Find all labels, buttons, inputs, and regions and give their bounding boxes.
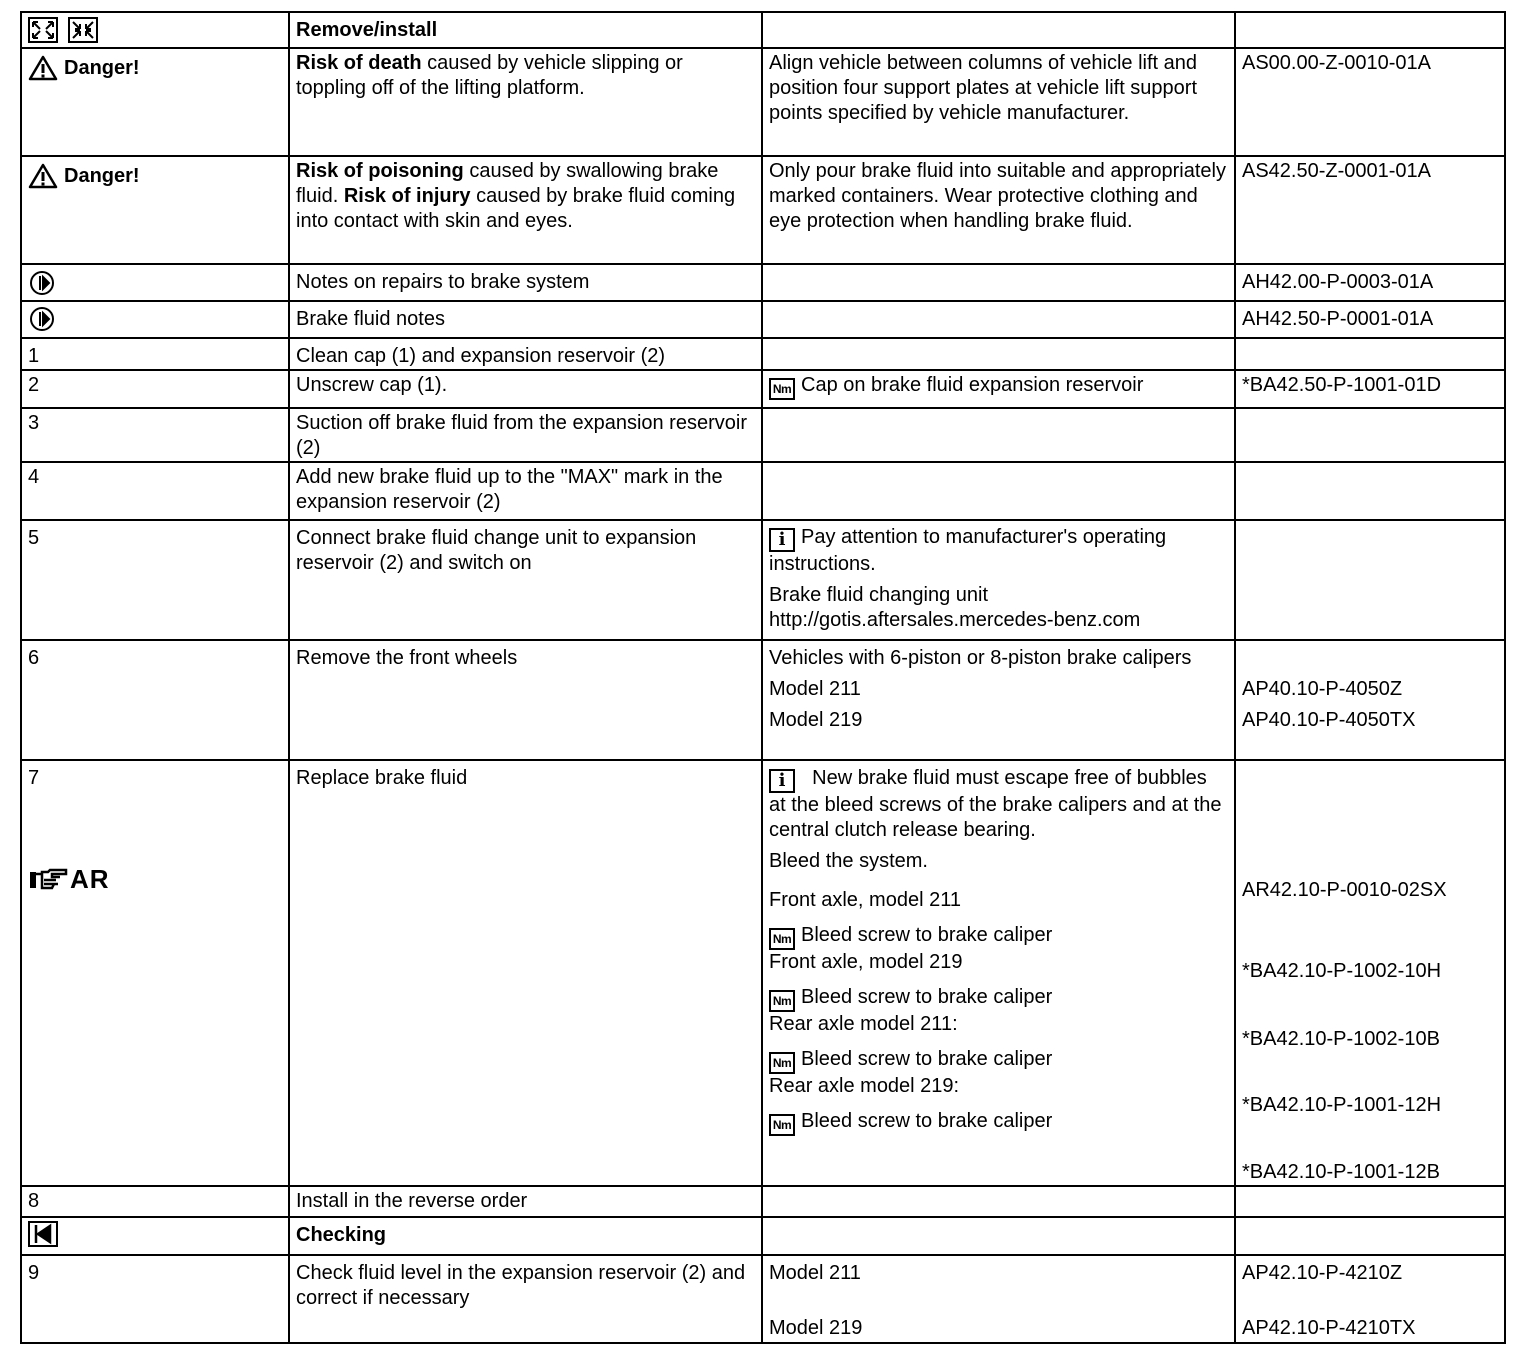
torque-note: Bleed screw to brake caliper [801, 986, 1053, 1008]
step-text: Add new brake fluid up to the "MAX" mark in the expansion reservoir (2) [289, 462, 762, 520]
step-text: Clean cap (1) and expansion reservoir (2) [289, 338, 762, 370]
step-number: 3 [21, 408, 289, 462]
risk-text: Risk of death caused by vehicle slipping or toppling off of the lifting platform. [289, 48, 762, 156]
step-text: Suction off brake fluid from the expansion reservoir (2) [289, 408, 762, 462]
torque-note: Cap on brake fluid expansion reservoir [801, 374, 1144, 396]
step-row [21, 1255, 1505, 1343]
danger-row [21, 48, 1505, 156]
note-arrow-icon [28, 306, 56, 332]
procedure-table [20, 11, 1506, 1344]
reference-link[interactable]: AH42.00-P-0003-01A [1235, 264, 1505, 301]
reference-link[interactable]: AP42.10-P-4210TX [1242, 1317, 1416, 1339]
step-text: Unscrew cap (1). [289, 370, 762, 408]
nm-torque-icon: Nm [769, 378, 795, 400]
checking-flag-icon [28, 1221, 58, 1247]
axle-label: Front axle, model 211 [769, 889, 961, 911]
reference-link[interactable]: *BA42.50-P-1001-01D [1235, 370, 1505, 408]
reference-link[interactable]: AS00.00-Z-0010-01A [1235, 48, 1505, 156]
step-text: Check fluid level in the expansion reservoir (2) and correct if necessary [289, 1255, 762, 1343]
model-label: Model 219 [769, 1317, 863, 1339]
reference-link[interactable]: AP40.10-P-4050Z [1242, 678, 1403, 700]
torque-note: Bleed screw to brake caliper [801, 1110, 1053, 1132]
reference-link[interactable]: AP42.10-P-4210Z [1242, 1262, 1403, 1284]
step-text: Install in the reverse order [289, 1186, 762, 1217]
reference-link[interactable]: AS42.50-Z-0001-01A [1235, 156, 1505, 264]
model-label: Model 211 [769, 1262, 861, 1284]
step-row [21, 338, 1505, 370]
danger-label: Danger! [28, 163, 282, 189]
collapse-icon [68, 17, 98, 43]
step-number: 8 [21, 1186, 289, 1217]
reference-link[interactable]: *BA42.10-P-1002-10H [1242, 960, 1442, 982]
note-arrow-icon [28, 270, 56, 296]
warning-triangle-icon [28, 55, 58, 81]
danger-row [21, 156, 1505, 264]
ar-marker: AR [28, 867, 110, 892]
unit-name: Brake fluid changing unit [769, 584, 989, 606]
nm-torque-icon: Nm [769, 928, 795, 950]
section-title: Checking [289, 1217, 762, 1255]
reference-link[interactable]: AP40.10-P-4050TX [1242, 709, 1416, 731]
risk-action: Only pour brake fluid into suitable and appropriately marked containers. Wear protective clothing and eye protection when handling brake fluid. [762, 156, 1235, 264]
info-icon: i [769, 769, 795, 793]
reference-link[interactable]: *BA42.10-P-1002-10B [1242, 1028, 1440, 1050]
nm-torque-icon: Nm [769, 990, 795, 1012]
step-number: 1 [21, 338, 289, 370]
condition-text: Vehicles with 6-piston or 8-piston brake calipers [769, 647, 1192, 669]
step-number: 7 [28, 767, 40, 789]
step-row [21, 760, 1505, 1186]
checking-row [21, 1217, 1505, 1255]
step-text: Connect brake fluid change unit to expansion reservoir (2) and switch on [289, 520, 762, 640]
axle-label: Front axle, model 219 [769, 951, 963, 973]
step-row [21, 408, 1505, 462]
warning-triangle-icon [28, 163, 58, 189]
step-row [21, 520, 1505, 640]
note-row [21, 264, 1505, 301]
risk-text: Risk of poisoning caused by swallowing brake fluid. Risk of injury caused by brake fluid coming into contact with skin and eyes. [289, 156, 762, 264]
header-icons-cell [21, 12, 289, 48]
step-number: 4 [21, 462, 289, 520]
step-row [21, 370, 1505, 408]
model-label: Model 219 [769, 709, 863, 731]
unit-url-link[interactable]: http://gotis.aftersales.mercedes-benz.com [769, 609, 1141, 631]
step-number: 5 [21, 520, 289, 640]
reference-link[interactable]: *BA42.10-P-1001-12B [1242, 1161, 1440, 1183]
torque-note: Bleed screw to brake caliper [801, 924, 1053, 946]
info-note: New brake fluid must escape free of bubbles at the bleed screws of the brake calipers and at the central clutch release bearing. [769, 767, 1222, 841]
step-text: Remove the front wheels [289, 640, 762, 760]
torque-note: Bleed screw to brake caliper [801, 1048, 1053, 1070]
danger-label: Danger! [28, 55, 282, 81]
reference-link[interactable]: *BA42.10-P-1001-12H [1242, 1094, 1442, 1116]
bleed-text: Bleed the system. [769, 850, 928, 872]
nm-torque-icon: Nm [769, 1052, 795, 1074]
info-note: Pay attention to manufacturer's operating instructions. [769, 526, 1167, 575]
expand-icon [28, 17, 58, 43]
step-row [21, 462, 1505, 520]
step-row [21, 640, 1505, 760]
note-text: Notes on repairs to brake system [289, 264, 762, 301]
reference-link[interactable]: AR42.10-P-0010-02SX [1242, 879, 1447, 901]
step-number: 9 [21, 1255, 289, 1343]
step-number: 6 [21, 640, 289, 760]
model-label: Model 211 [769, 678, 861, 700]
note-row [21, 301, 1505, 338]
step-number: 2 [21, 370, 289, 408]
page-title: Remove/install [289, 12, 762, 48]
header-row [21, 12, 1505, 48]
axle-label: Rear axle model 211: [769, 1013, 958, 1035]
step-row [21, 1186, 1505, 1217]
step-text: Replace brake fluid [289, 760, 762, 1186]
pointing-hand-icon [28, 868, 68, 892]
reference-link[interactable]: AH42.50-P-0001-01A [1235, 301, 1505, 338]
axle-label: Rear axle model 219: [769, 1075, 960, 1097]
nm-torque-icon: Nm [769, 1114, 795, 1136]
info-icon: i [769, 528, 795, 552]
risk-action: Align vehicle between columns of vehicle lift and position four support plates at vehicle lift support points specified by vehicle manufacturer. [762, 48, 1235, 156]
note-text: Brake fluid notes [289, 301, 762, 338]
